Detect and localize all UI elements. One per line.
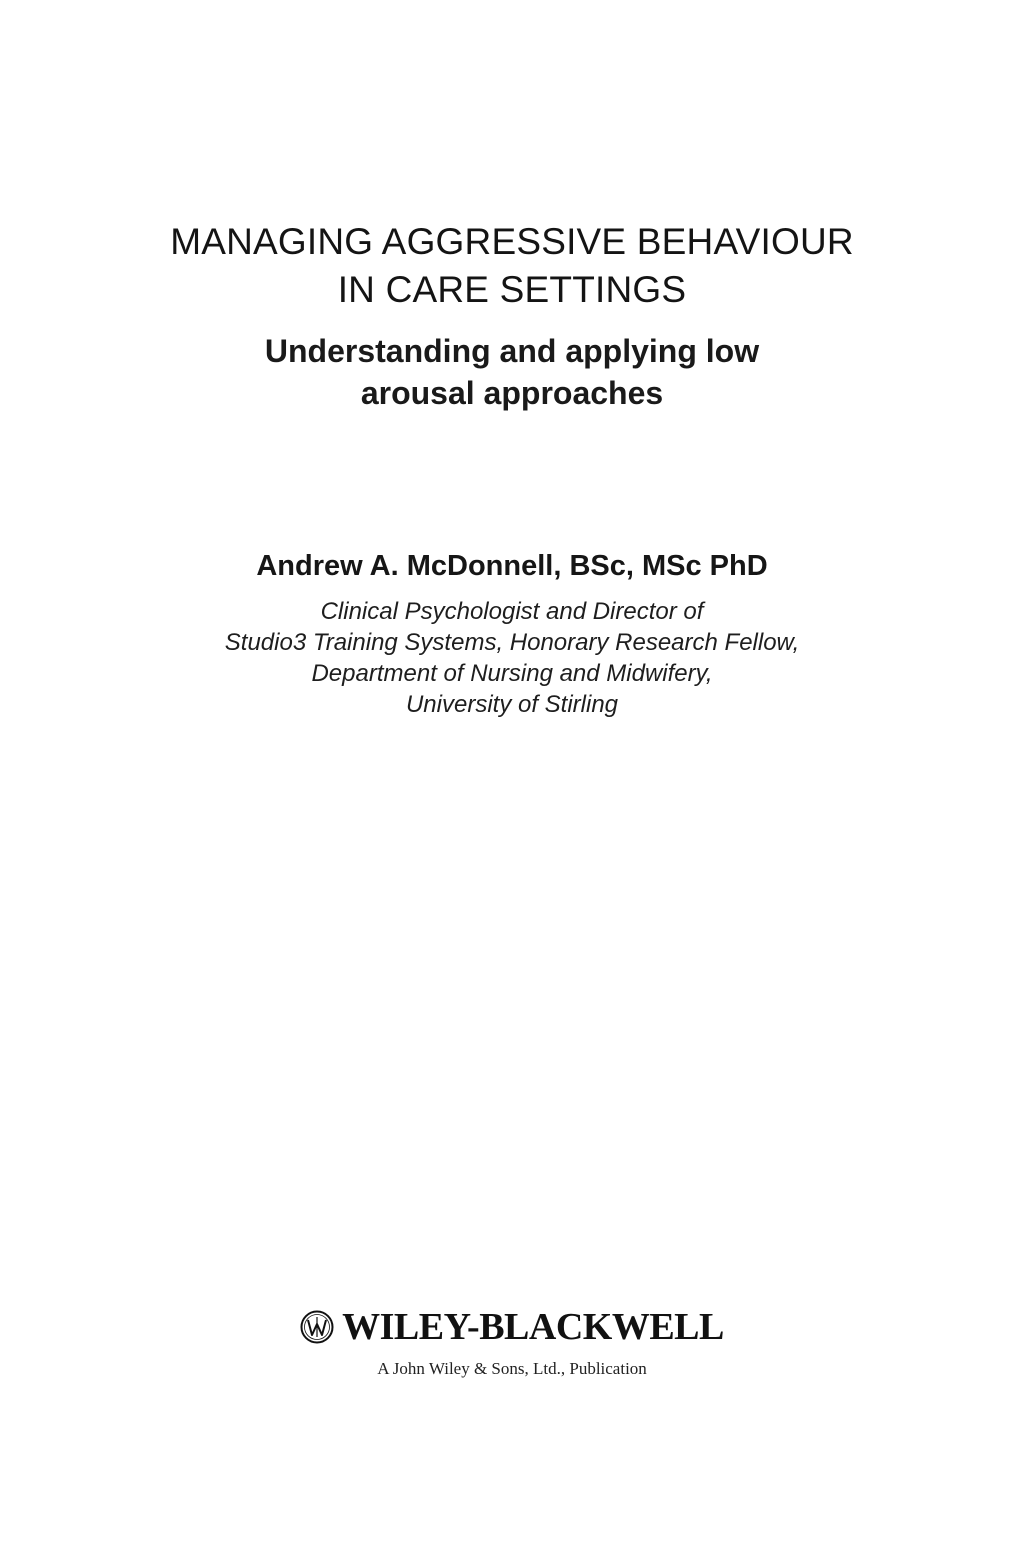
publisher-logo — [0, 1306, 1024, 1348]
author-affiliation-line-3: Department of Nursing and Midwifery, — [311, 660, 713, 687]
book-title-line-2: IN CARE SETTINGS — [337, 269, 687, 310]
author-affiliation-line-4: University of Stirling — [405, 691, 619, 718]
book-title-line-1: MANAGING AGGRESSIVE BEHAVIOUR — [170, 221, 854, 262]
wiley-w-seal-icon — [300, 1310, 334, 1344]
book-subtitle-line-1: Understanding and applying low — [264, 333, 760, 369]
author-name: Andrew A. McDonnell, BSc, MSc PhD — [256, 550, 768, 582]
author-affiliation-line-2: Studio3 Training Systems, Honorary Research Fellow, — [224, 629, 800, 656]
author-affiliation-line-1: Clinical Psychologist and Director of — [320, 598, 704, 625]
publisher-name: WILEY-BLACKWELL — [342, 1306, 724, 1348]
publisher-imprint: A John Wiley & Sons, Ltd., Publication — [377, 1359, 647, 1378]
book-subtitle-line-2: arousal approaches — [360, 375, 664, 411]
